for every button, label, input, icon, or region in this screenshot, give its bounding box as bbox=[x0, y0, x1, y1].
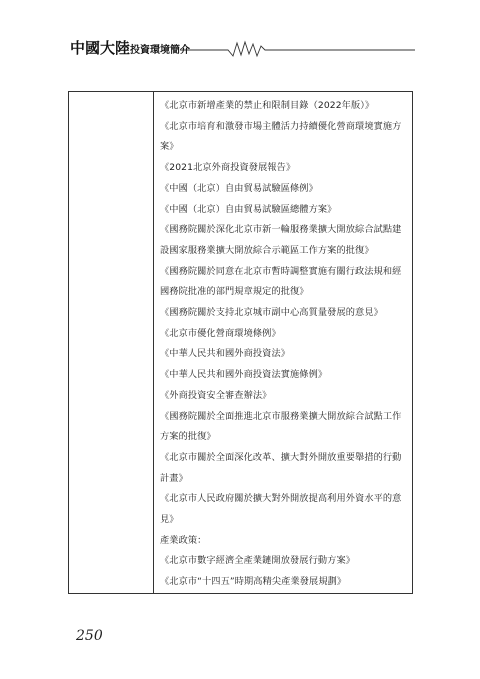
list-item: 《國務院關於支持北京城市副中心高質量發展的意見》 bbox=[160, 307, 383, 319]
list-item: 《國務院關於全面推進北京市服務業擴大開放綜合試點工作方案的批復》 bbox=[160, 410, 402, 443]
list-item: 《北京市人民政府關於擴大對外開放提高利用外資水平的意見》 bbox=[160, 493, 402, 526]
section-label: 產業政策： bbox=[160, 534, 207, 546]
list-item: 《中國（北京）自由貿易試驗區條例》 bbox=[160, 182, 318, 194]
list-item: 《中華人民共和國外商投資法實施條例》 bbox=[160, 369, 328, 381]
regulation-list bbox=[160, 96, 408, 593]
content-table bbox=[68, 91, 413, 594]
page-header bbox=[70, 38, 415, 58]
list-item: 《北京市“十四五”時期高精尖產業發展規劃》 bbox=[160, 576, 347, 588]
list-item: 《中華人民共和國外商投資法》 bbox=[160, 348, 291, 360]
header-title bbox=[70, 38, 190, 61]
list-item: 《北京市數字經濟全產業鏈開放發展行動方案》 bbox=[160, 555, 356, 567]
list-item: 《國務院關於深化北京市新一輪服務業擴大開放綜合試點建設國家服務業擴大開放綜合示範區工作方案的批復》 bbox=[160, 224, 402, 256]
table-column-divider bbox=[153, 92, 154, 593]
list-item: 《2021北京外商投資發展報告》 bbox=[160, 162, 296, 174]
header-title-sub: 投資環境簡介 bbox=[130, 45, 191, 56]
header-title-main: 中國大陸 bbox=[70, 39, 131, 57]
page-number: 250 bbox=[76, 628, 103, 644]
list-item: 《北京市培育和激發市場主體活力持續優化營商環境實施方案》 bbox=[160, 120, 402, 153]
list-item: 《北京市新增產業的禁止和限制目錄（2022年版）》 bbox=[160, 100, 375, 111]
list-item: 《中國（北京）自由貿易試驗區總體方案》 bbox=[160, 203, 337, 215]
list-item: 《北京市優化營商環境條例》 bbox=[160, 327, 281, 339]
list-item: 《北京市關於全面深化改革、擴大對外開放重要舉措的行動計畫》 bbox=[160, 451, 402, 484]
list-item: 《國務院關於同意在北京市暫時調整實施有關行政法規和經國務院批准的部門規章規定的批復》 bbox=[160, 265, 402, 298]
list-item: 《外商投資安全審查辦法》 bbox=[160, 389, 272, 401]
